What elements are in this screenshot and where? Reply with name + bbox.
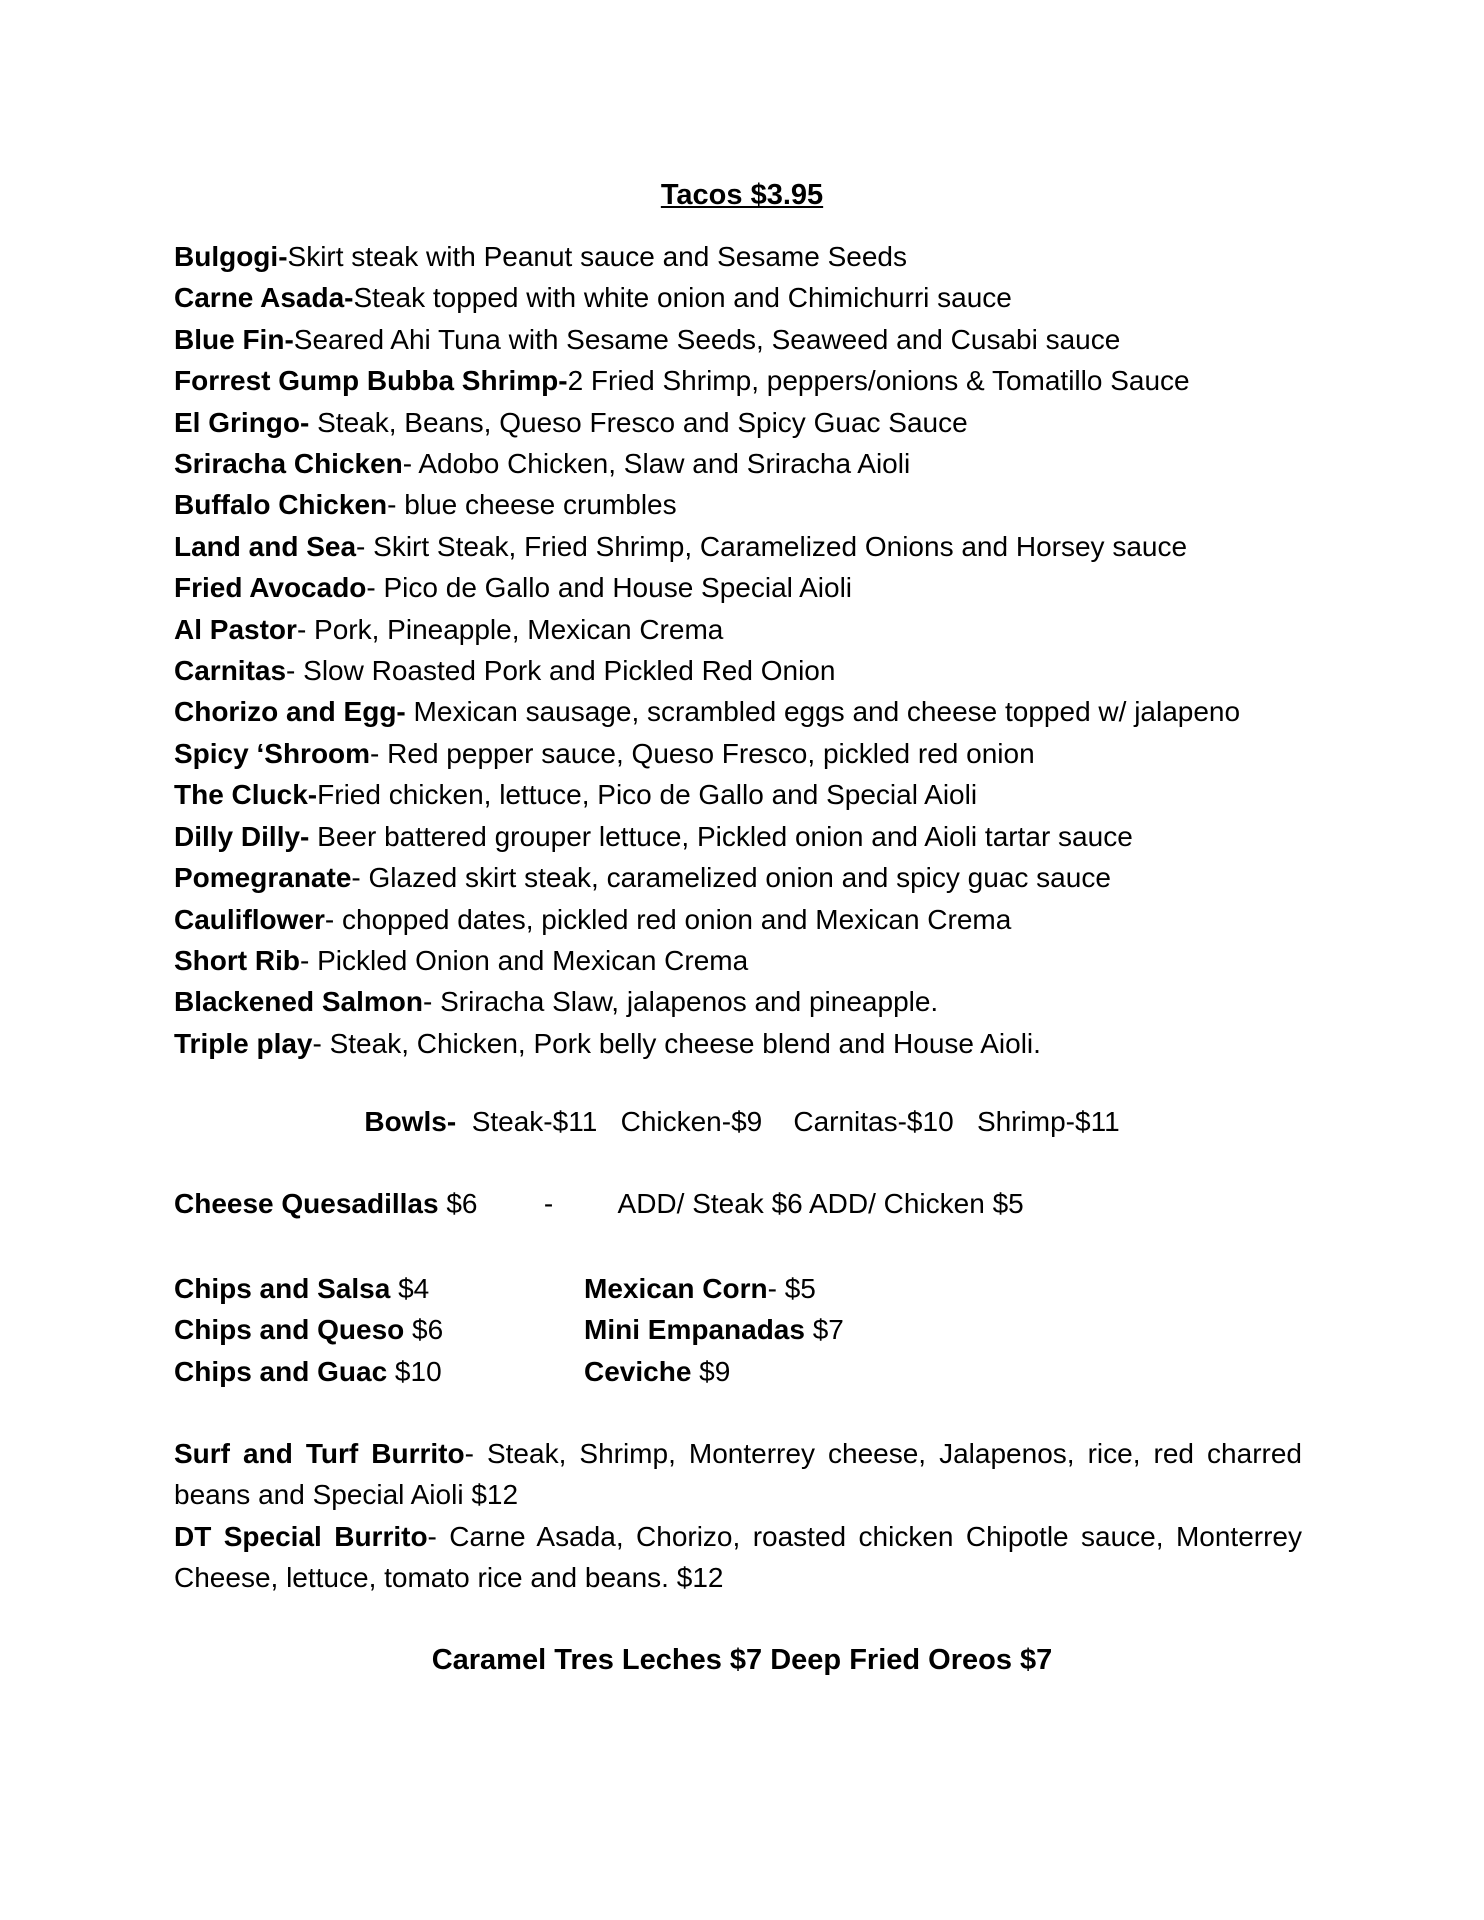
side-item-right [584,1309,844,1350]
side-price: $9 [691,1355,731,1387]
bowls-prices: Steak-$11 Chicken-$9 Carnitas-$10 Shrimp-$11 [456,1106,1120,1137]
quesadilla-separator: - [543,1188,554,1219]
taco-description: - Steak, Chicken, Pork belly cheese blend and House Aioli. [312,1027,1041,1059]
taco-item [174,360,1324,401]
taco-description: Steak topped with white onion and Chimichurri sauce [353,282,1012,314]
side-item-right [584,1268,816,1309]
side-price: $7 [804,1314,844,1346]
sides-grid [174,1268,1324,1392]
side-name: Ceviche [584,1355,692,1387]
quesadilla-line [174,1185,1024,1223]
taco-description: Mexican sausage, scrambled eggs and cheese topped w/ jalapeno [405,696,1241,728]
taco-item [174,981,1324,1022]
taco-item [174,1023,1324,1064]
burrito-name: DT Special Burrito [174,1520,428,1552]
burrito-item [174,1516,1302,1599]
taco-item [174,857,1324,898]
side-price: $6 [404,1314,444,1346]
burrito-description: - Steak, Shrimp, Monterrey cheese, Jalapenos, rice, red charred beans and Special Aioli $12 [174,1438,1302,1511]
side-name: Chips and Salsa [174,1273,391,1304]
taco-name: Blue Fin- [174,323,294,355]
taco-item [174,940,1324,981]
taco-item [174,733,1324,774]
side-name: Mexican Corn [584,1273,768,1304]
sides-row [174,1351,1324,1392]
bowls-line [0,1103,1484,1141]
taco-description: - Red pepper sauce, Queso Fresco, pickled red onion [370,737,1035,769]
taco-item [174,650,1324,691]
quesadilla-price: $6 [438,1188,478,1219]
taco-name: Triple play [174,1027,313,1059]
side-item-right [584,1351,730,1392]
taco-item [174,402,1324,443]
taco-item [174,567,1324,608]
quesadilla-addons: ADD/ Steak $6 ADD/ Chicken $5 [617,1188,1024,1219]
desserts-line: Caramel Tres Leches $7 Deep Fried Oreos $7 [431,1644,1053,1676]
taco-name: Sriracha Chicken [174,448,403,480]
sides-row [174,1268,1324,1309]
taco-description: - Slow Roasted Pork and Pickled Red Onion [286,655,836,687]
side-item-left [174,1356,442,1387]
side-item-left [174,1273,429,1304]
taco-description: - Pico de Gallo and House Special Aioli [366,572,853,604]
taco-name: Spicy ‘Shroom [174,737,371,769]
taco-name: Carne Asada- [174,282,354,314]
taco-name: Short Rib [174,944,300,976]
taco-item [174,277,1324,318]
taco-description: 2 Fried Shrimp, peppers/onions & Tomatillo Sauce [567,365,1190,397]
section-title [0,176,1484,214]
taco-description: - Adobo Chicken, Slaw and Sriracha Aioli [402,448,911,480]
taco-name: Land and Sea [174,530,357,562]
taco-description: Skirt steak with Peanut sauce and Sesame Seeds [287,241,907,272]
side-price: $10 [387,1355,442,1387]
taco-name: Chorizo and Egg- [174,696,406,728]
taco-description: Seared Ahi Tuna with Sesame Seeds, Seaweed and Cusabi sauce [293,323,1121,355]
taco-item [174,443,1324,484]
burrito-name: Surf and Turf Burrito [174,1438,465,1469]
taco-list [174,236,1324,1064]
taco-name: Carnitas [174,655,287,687]
taco-name: Dilly Dilly- [174,820,310,852]
burrito-item [174,1433,1302,1516]
burrito-description: - Carne Asada, Chorizo, roasted chicken Chipotle sauce, Monterrey Cheese, lettuce, tomato rice and beans. $12 [174,1520,1302,1594]
taco-description: - Sriracha Slaw, jalapenos and pineapple. [422,986,939,1018]
taco-name: The Cluck- [174,779,318,811]
taco-description: - chopped dates, pickled red onion and Mexican Crema [324,903,1012,935]
taco-item [174,236,1324,277]
burrito-section [174,1433,1302,1599]
taco-description: - Pickled Onion and Mexican Crema [300,944,749,976]
taco-name: Al Pastor [174,613,297,645]
taco-description: - Glazed skirt steak, caramelized onion and spicy guac sauce [351,862,1111,894]
side-item-left [174,1314,443,1345]
taco-description: Fried chicken, lettuce, Pico de Gallo and Special Aioli [317,779,978,811]
taco-name: Bulgogi- [174,241,288,272]
taco-name: El Gringo- [174,406,310,438]
taco-description: - Skirt Steak, Fried Shrimp, Caramelized Onions and Horsey sauce [356,530,1188,562]
taco-item [174,609,1324,650]
taco-description: Steak, Beans, Queso Fresco and Spicy Guac Sauce [309,406,968,438]
taco-name: Forrest Gump Bubba Shrimp- [174,365,568,397]
taco-item [174,774,1324,815]
taco-name: Blackened Salmon [174,986,423,1018]
taco-name: Cauliflower [174,903,325,935]
taco-description: - blue cheese crumbles [387,489,677,521]
side-name: Chips and Queso [174,1314,405,1346]
side-price: - $5 [767,1273,816,1304]
taco-item [174,816,1324,857]
sides-row [174,1309,1324,1350]
side-price: $4 [390,1273,430,1304]
bowls-label: Bowls- [364,1106,457,1137]
taco-item [174,691,1324,732]
taco-name: Pomegranate [174,862,352,894]
taco-description: Beer battered grouper lettuce, Pickled onion and Aioli tartar sauce [309,820,1133,852]
quesadilla-name: Cheese Quesadillas [174,1188,439,1219]
side-name: Mini Empanadas [584,1314,805,1346]
taco-item [174,484,1324,525]
taco-name: Buffalo Chicken [174,489,388,521]
taco-item [174,319,1324,360]
tacos-heading: Tacos $3.95 [660,179,824,211]
side-name: Chips and Guac [174,1355,388,1387]
taco-item [174,526,1324,567]
taco-description: - Pork, Pineapple, Mexican Crema [296,613,724,645]
taco-item [174,899,1324,940]
taco-name: Fried Avocado [174,572,367,604]
